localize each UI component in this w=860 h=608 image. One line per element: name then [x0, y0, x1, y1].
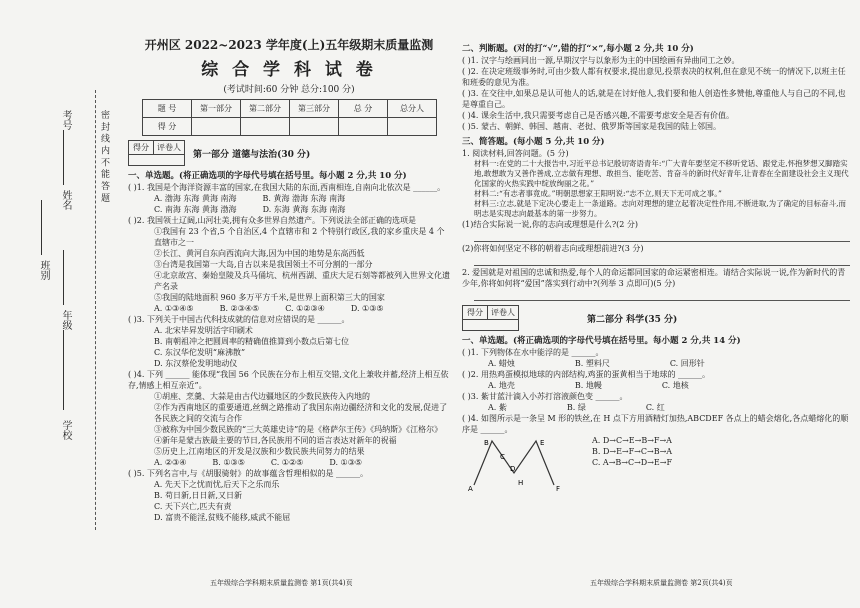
part1-header — [128, 140, 450, 166]
page-footer: 五年级综合学科期末质量监测卷 第1页(共4)页 — [210, 579, 353, 587]
science-q2: ( )2. 用热鸡蛋模拟地球的内部结构,鸡蛋的蛋黄相当于地球的 ______。 — [462, 370, 711, 379]
statement: ⑤我国的陆地面积 960 多万平方千米,是世界上面积第三大的国家 — [154, 293, 385, 302]
option[interactable]: D. 富贵不能淫,贫贱不能移,威武不能屈 — [154, 513, 291, 522]
page-one — [128, 36, 450, 523]
section-science-choice: 一、单选题。(将正确选项的字母代号填在括号里。每小题 2 分,共 14 分) — [462, 336, 741, 346]
score-cell[interactable] — [241, 118, 290, 136]
statement: ①我国有 23 个省,5 个自治区,4 个直辖市和 2 个特别行政区,我的家乡重庆是 4 个直辖市之一 — [154, 227, 445, 247]
judge-5: ( )5. 蒙古、朝鲜、韩国、越南、老挝、俄罗斯等国家是我国的陆上邻国。 — [462, 122, 721, 131]
sub-question-2: (2)你将如何坚定不移的朝着志向或理想前进?(3 分) — [462, 244, 644, 253]
science-q3: ( )3. 紫甘蓝汁滴入小苏打溶液颜色变 ______。 — [462, 392, 628, 401]
options — [128, 193, 450, 204]
point-label: F — [556, 485, 561, 493]
section-short-answer: 三、简答题。(每小题 5 分,共 10 分) — [462, 137, 605, 147]
option[interactable]: B. 南朝祖冲之把圆周率的精确值推算到小数点后第七位 — [154, 337, 349, 346]
option[interactable]: C. 天下兴亡,匹夫有责 — [154, 502, 232, 511]
option[interactable]: A. 地壳 — [488, 381, 515, 390]
page-footer: 五年级综合学科期末质量监测卷 第2页(共4)页 — [590, 579, 733, 587]
exam-title: 开州区 2022~2023 学年度(上)五年级期末质量监测 — [144, 38, 434, 52]
statement: ④北京故宫、秦始皇陵及兵马俑坑、杭州西湖、重庆大足石刻等都被列入世界文化遗产名录 — [154, 271, 450, 291]
part2-title: 第二部分 科学(35 分) — [587, 314, 678, 325]
score-cell[interactable] — [290, 118, 339, 136]
judge-3: ( )3. 在交往中,如果总是认可他人的话,就是在讨好他人,我们要和他人创造性多赞他,尊重他人与自己的不同,也是尊重自己。 — [462, 89, 846, 109]
question-1: ( )1. 我国是个海洋资源丰富的国家,在我国大陆的东面,西南相连,自南向北依次是 ______。 — [128, 183, 446, 192]
option[interactable]: A. 北宋毕昇发明活字印刷术 — [154, 326, 253, 335]
m-wire-diagram — [462, 435, 572, 493]
statement: ④新年是蒙古族最主要的节日,各民族用不同的语言表达对新年的祝福 — [154, 436, 397, 445]
option[interactable]: A. D→C→E→B→F→A — [592, 436, 672, 445]
score-row-label: 得 分 — [143, 118, 192, 136]
material-2: 材料二:“有志者事竟成。”明朝思想家王阳明说:“志不立,则天下无可成之事。” — [474, 189, 722, 198]
score-header: 题 号 — [143, 100, 192, 118]
option[interactable]: B. 苟日新,日日新,又日新 — [154, 491, 243, 500]
score-cell[interactable] — [192, 118, 241, 136]
judge-1: ( )1. 汉字与绘画同出一源,早期汉字与以象形为主的中国绘画有异曲同工之妙。 — [462, 56, 740, 65]
point-label: H — [518, 479, 524, 487]
option[interactable]: A. 蜡烛 — [488, 359, 515, 368]
option[interactable]: A. 先天下之忧而忧,后天下之乐而乐 — [154, 480, 280, 489]
class-blank[interactable] — [41, 200, 42, 255]
seal-line — [95, 90, 96, 530]
name-blank[interactable] — [63, 130, 64, 185]
exam-subtitle: 综 合 学 科 试 卷 — [201, 60, 377, 80]
q4-body — [462, 435, 850, 493]
option[interactable]: D. 东海 黄海 东海 南海 — [262, 205, 346, 214]
answer-line[interactable] — [474, 231, 850, 242]
option[interactable]: A. ①③④⑤ — [154, 304, 194, 313]
name-label: 姓名 — [60, 190, 71, 210]
question-3: ( )3. 下列关于中国古代科技成就的信息对应错误的是 ______。 — [128, 315, 350, 324]
exam-no-label: 考号 — [60, 110, 71, 130]
score-header: 总 分 — [339, 100, 388, 118]
options — [462, 402, 850, 413]
option[interactable]: C. 地核 — [661, 381, 689, 390]
option[interactable]: D. ①③⑤ — [350, 304, 384, 313]
grade-blank[interactable] — [63, 250, 64, 305]
option[interactable]: B. 地幔 — [574, 381, 602, 390]
seal-text: 密 封 线 内 不 能 答 题 — [99, 110, 109, 203]
option[interactable]: C. 回形针 — [669, 359, 705, 368]
point-label: C — [500, 453, 505, 461]
statement: ①胡座、烹羹、大蒜是由古代边疆地区的少数民族传入内地的 — [154, 392, 370, 401]
score-table — [142, 99, 437, 136]
judge-4: ( )4. 课余生活中,我只需要考虑自己是否感兴趣,不需要考虑安全是否有价值。 — [462, 111, 735, 120]
grader-blank[interactable] — [129, 154, 184, 165]
grader-blank[interactable] — [463, 319, 518, 330]
point-label: A — [468, 485, 473, 493]
score-header: 第三部分 — [290, 100, 339, 118]
option[interactable]: B. ②③④⑤ — [219, 304, 260, 313]
class-label: 班别 — [38, 260, 49, 280]
answer-line[interactable] — [474, 255, 850, 266]
option[interactable]: D. 东汉蔡伦发明地动仪 — [154, 359, 238, 368]
section-true-false: 二、判断题。(对的打“√”,错的打“×”,每小题 2 分,共 10 分) — [462, 44, 694, 54]
score-header: 第二部分 — [241, 100, 290, 118]
exam-info: (考试时间:60 分钟 总分:100 分) — [223, 85, 355, 95]
option[interactable]: B. 绿 — [566, 403, 586, 412]
question-5: ( )5. 下列名言中,与《胡服骑射》的故事蕴含哲理相似的是 ______。 — [128, 469, 369, 478]
grader-label: 评卷人 — [157, 143, 181, 152]
option[interactable]: C. A→B→C→D→E→F — [592, 458, 673, 467]
grader-score-label: 得分 — [463, 306, 488, 319]
options — [462, 358, 850, 369]
point-label: D — [510, 465, 516, 473]
question-2: ( )2. 我国领土辽阔,山河壮美,拥有众多世界自然遗产。下列说法全部正确的选项是 — [128, 216, 417, 225]
option[interactable]: B. 塑料尺 — [574, 359, 610, 368]
option[interactable]: C. ①②③④ — [285, 304, 325, 313]
option[interactable]: C. ①②⑤ — [270, 458, 304, 467]
material-3: 材料三:立志,就是下定决心要走上一条道路。志向对理想的建立起着决定性作用,不断进取,为了确定的目标奋斗,而明志是实现志向最基本的第一步努力。 — [474, 199, 847, 218]
part1-title: 第一部分 道德与法治(30 分) — [193, 149, 311, 160]
grade-label: 年级 — [60, 310, 71, 330]
option[interactable]: C. 南海 东海 黄海 渤海 — [154, 205, 237, 214]
sub-question-1: (1)结合实际说一说,你的志向或理想是什么?(2 分) — [462, 220, 639, 229]
option[interactable]: C. 东汉华佗发明“麻沸散” — [154, 348, 246, 357]
score-header: 总分人 — [388, 100, 437, 118]
grader-box — [128, 140, 185, 166]
statement: ②长江、黄河自东向西流向大海,因为中国的地势是东高西低 — [154, 249, 365, 258]
statement: ②作为西南地区的重要通道,丝绸之路推动了我国东南边疆经济和文化的发展,促进了各民族之间的交流与合作 — [154, 403, 448, 423]
q4-options — [592, 435, 672, 493]
options — [128, 303, 450, 314]
option[interactable]: A. 紫 — [488, 403, 507, 412]
option[interactable]: D. ①③⑤ — [329, 458, 363, 467]
options — [462, 380, 850, 391]
options — [128, 457, 450, 468]
judge-2: ( )2. 在决定班级事务时,可由少数人都有权要求,提出意见,投票表决的权利,但在意见不统一的情况下,以班主任和班委的意见为准。 — [462, 67, 846, 87]
part2-header — [462, 305, 850, 331]
option[interactable]: B. ①③⑤ — [212, 458, 245, 467]
short-answer-2: 2. 爱国就是对祖国的忠诚和热爱,每个人的命运都同国家的命运紧密相连。请结合实际说一说,作为新时代的青少年,你将如何将“爱国”落实到行动中?(列举 3 点即可)(5 分) — [462, 268, 846, 288]
short-answer-1: 1. 阅读材料,回答问题。(5 分) — [462, 149, 569, 158]
statement: ③台湾是我国第一大岛,自古以来是我国领土不可分割的一部分 — [154, 260, 373, 269]
m-wire — [474, 441, 554, 485]
section-single-choice: 一、单选题。(将正确选项的字母代号填在括号里。每小题 2 分,共 10 分) — [128, 171, 407, 181]
grader-score-label: 得分 — [129, 141, 154, 154]
score-header: 第一部分 — [192, 100, 241, 118]
score-cell[interactable] — [388, 118, 437, 136]
options — [128, 204, 450, 215]
question-4: ( )4. 下列 ______ 能体现“我国 56 个民族在分布上相互交错,文化上兼收并蓄,经济上相互依存,情感上相互亲近”。 — [128, 370, 449, 390]
grader-label: 评卷人 — [491, 308, 515, 317]
option[interactable]: C. 红 — [645, 403, 665, 412]
page-two — [462, 34, 850, 493]
option[interactable]: B. 黄海 渤海 东海 南海 — [262, 194, 346, 203]
option[interactable]: A. 渤海 东海 黄海 南海 — [154, 194, 237, 203]
school-blank[interactable] — [63, 330, 64, 410]
school-label: 学校 — [60, 420, 71, 440]
option[interactable]: B. D→E→F→C→B→A — [592, 447, 673, 456]
answer-line[interactable] — [474, 290, 850, 301]
statement: ③被称为中国少数民族的“三大英雄史诗”的是《格萨尔王传》《玛纳斯》《江格尔》 — [154, 425, 443, 434]
statement: ⑤历史上,江南地区的开发是汉族和少数民族共同努力的结果 — [154, 447, 365, 456]
score-cell[interactable] — [339, 118, 388, 136]
science-q4: ( )4. 如图所示是一条呈 M 形的铁丝,在 H 点下方用酒精灯加热,ABCDEF 各点上的蜡会熔化,各点蜡熔化的顺序是 ______。 — [462, 414, 849, 434]
science-q1: ( )1. 下列物体在水中能浮的是 ______。 — [462, 348, 604, 357]
point-label: E — [540, 439, 545, 447]
grader-box — [462, 305, 519, 331]
option[interactable]: A. ②③④ — [154, 458, 187, 467]
material-1: 材料一:在党的二十大报告中,习近平总书记殷切寄语青年:“广大青年要坚定不移听党话、跟党走,怀抱梦想又脚踏实地,敢想敢为又善作善成,立志做有理想、敢担当、能吃苦、肯奋斗的新时代好青年,让青春在全面建设社会主义现代化国家的火热实践中绽放绚丽之花。” — [474, 159, 849, 188]
point-label: B — [484, 439, 489, 447]
